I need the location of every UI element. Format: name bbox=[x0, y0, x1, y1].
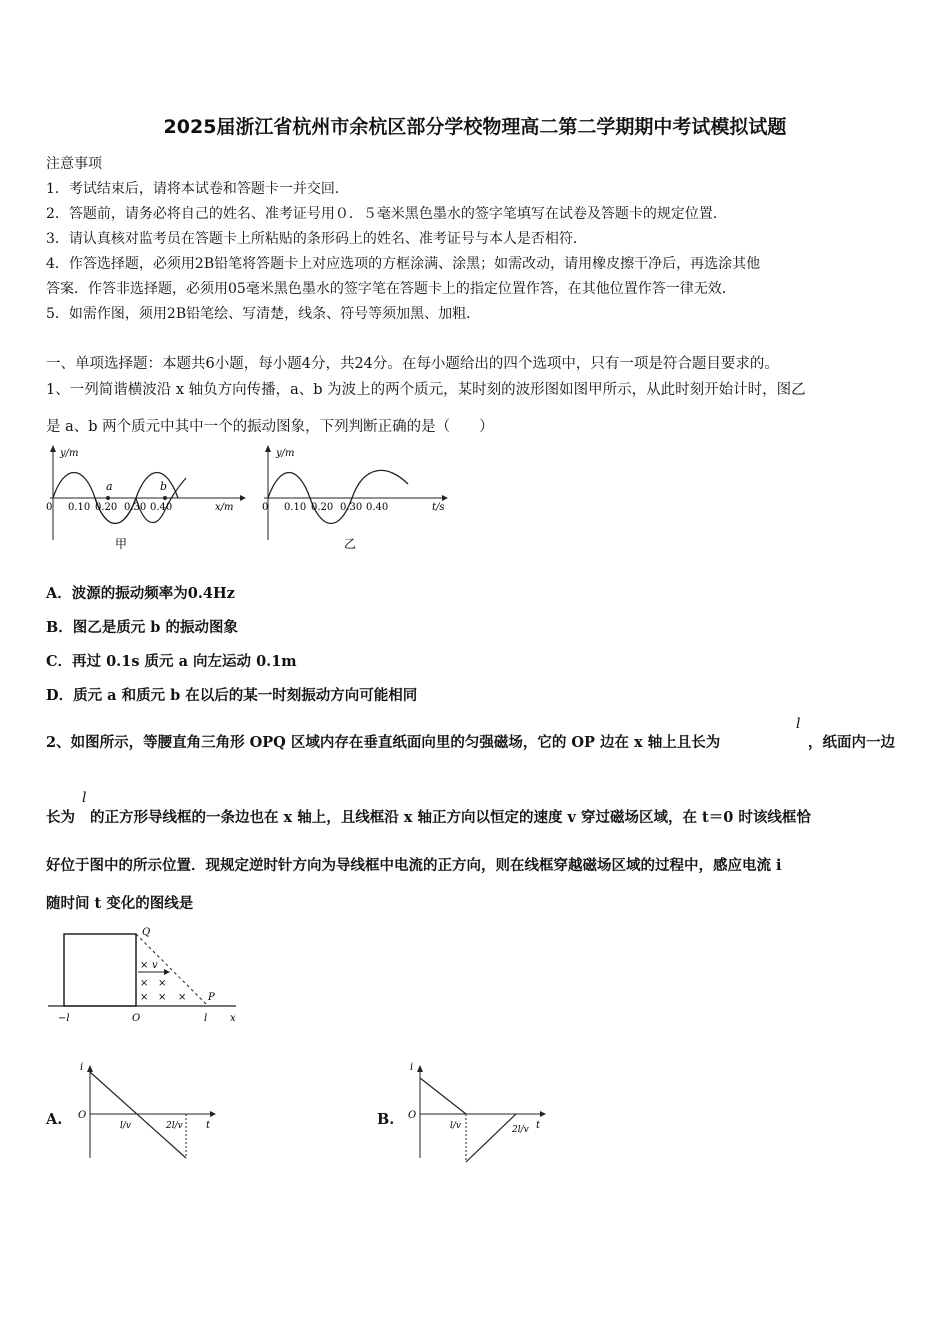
label-a: a bbox=[106, 480, 113, 493]
notice-item-2: 2．答题前，请务必将自己的姓名、准考证号用０．５毫米黑色墨水的签字笔填写在试卷及答题卡的规定位置． bbox=[46, 206, 727, 222]
current-line bbox=[90, 1072, 186, 1158]
point-a-dot bbox=[106, 496, 110, 500]
label-2l-over-v: 2l/v bbox=[512, 1125, 529, 1135]
label-i: i bbox=[80, 1062, 84, 1073]
tick-040: 0.40 bbox=[150, 502, 173, 513]
q2-stem-line2: 的正方形导线框的一条边也在 x 轴上，且线框沿 x 轴正方向以恒定的速度 v 穿过磁场区域，在 t＝0 时该线框恰 bbox=[90, 809, 811, 826]
vibration-figure-yi bbox=[256, 440, 456, 555]
cross-5: × bbox=[158, 992, 167, 1003]
section-heading: 一、单项选择题：本题共6小题，每小题4分，共24分。在每小题给出的四个选项中，只有一项是符合题目要求的。 bbox=[46, 356, 779, 372]
notice-item-3: 3．请认真核对监考员在答题卡上所粘贴的条形码上的姓名、准考证号与本人是否相符． bbox=[46, 231, 587, 247]
notice-item-5: 5．如需作图，须用2B铅笔绘、写清楚，线条、符号等须加黑、加粗． bbox=[46, 306, 481, 322]
cross-2: × bbox=[140, 978, 149, 989]
y-axis-arrow bbox=[50, 445, 56, 452]
t-axis-arrow bbox=[210, 1111, 216, 1117]
y-axis-label: y/m bbox=[60, 448, 79, 459]
q2-option-b-graph[interactable] bbox=[404, 1058, 554, 1163]
vibration-curve bbox=[268, 470, 408, 523]
label-v: v bbox=[152, 960, 158, 971]
label-b: b bbox=[160, 480, 168, 493]
label-t: t bbox=[206, 1120, 211, 1131]
cross-3: × bbox=[158, 978, 167, 989]
label-o: O bbox=[132, 1013, 141, 1024]
caption-yi: 乙 bbox=[344, 537, 357, 551]
q2-stem-line3: 好位于图中的所示位置．现规定逆时针方向为导线框中电流的正方向，则在线框穿越磁场区域的过程中，感应电流 i bbox=[46, 857, 782, 874]
q2-stem-line2-head: 长为 bbox=[46, 809, 75, 826]
length-symbol-l: l bbox=[796, 716, 801, 732]
label-l-over-v: l/v bbox=[450, 1121, 461, 1131]
tick-040: 0.40 bbox=[366, 502, 389, 513]
i-axis-arrow bbox=[417, 1065, 423, 1072]
t-axis-label: t/s bbox=[432, 502, 445, 513]
y-axis-label: y/m bbox=[276, 448, 295, 459]
label-2l-over-v: 2l/v bbox=[166, 1121, 183, 1131]
q2-option-a-graph[interactable] bbox=[74, 1058, 224, 1163]
origin-label: 0 bbox=[262, 502, 269, 513]
tick-030: 0.30 bbox=[340, 502, 363, 513]
x-axis-label: x/m bbox=[215, 502, 234, 513]
i-axis-arrow bbox=[87, 1065, 93, 1072]
label-l-over-v: l/v bbox=[120, 1121, 131, 1131]
label-i: i bbox=[410, 1062, 414, 1073]
q1-stem-line1: 1、一列简谐横波沿 x 轴负方向传播，a、b 为波上的两个质元，某时刻的波形图如图甲所示，从此时刻开始计时，图乙 bbox=[46, 382, 806, 398]
tick-010: 0.10 bbox=[68, 502, 91, 513]
label-o: O bbox=[78, 1110, 87, 1121]
tick-010: 0.10 bbox=[284, 502, 307, 513]
t-axis-arrow bbox=[540, 1111, 546, 1117]
magnetic-field-figure bbox=[40, 922, 250, 1027]
label-o: O bbox=[408, 1110, 417, 1121]
y-axis-arrow bbox=[265, 445, 271, 452]
tick-020: 0.20 bbox=[311, 502, 334, 513]
caption-jia: 甲 bbox=[115, 537, 128, 551]
cross-6: × bbox=[178, 992, 187, 1003]
notice-item-1: 1．考试结束后，请将本试卷和答题卡一并交回． bbox=[46, 181, 349, 197]
q1-option-c[interactable]: C．再过 0.1s 质元 a 向左运动 0.1m bbox=[46, 653, 297, 670]
q2-stem-line4: 随时间 t 变化的图线是 bbox=[46, 895, 194, 912]
square-wire-frame bbox=[64, 934, 136, 1006]
label-neg-l: −l bbox=[58, 1013, 70, 1024]
current-line-1 bbox=[420, 1078, 466, 1114]
page-title: 2025届浙江省杭州市余杭区部分学校物理高二第二学期期中考试模拟试题 bbox=[163, 116, 787, 138]
q1-option-a[interactable]: A．波源的振动频率为0.4Hz bbox=[46, 585, 235, 602]
label-q: Q bbox=[142, 927, 151, 938]
label-p: P bbox=[208, 992, 215, 1003]
q2-stem-line1-tail: ，纸面内一边 bbox=[808, 734, 895, 751]
tick-020: 0.20 bbox=[95, 502, 118, 513]
q1-stem-line2: 是 a、b 两个质元中其中一个的振动图象，下列判断正确的是（ ） bbox=[46, 419, 494, 435]
q1-option-b[interactable]: B．图乙是质元 b 的振动图象 bbox=[46, 619, 238, 636]
notice-item-4-cont: 答案．作答非选择题，必须用05毫米黑色墨水的签字笔在答题卡上的指定位置作答，在其他位置作答一律无效． bbox=[46, 281, 736, 297]
origin-label: 0 bbox=[46, 502, 53, 513]
length-symbol-l-2: l bbox=[82, 790, 87, 806]
current-line-2 bbox=[466, 1114, 516, 1162]
x-axis-arrow bbox=[240, 495, 246, 501]
label-t: t bbox=[536, 1120, 541, 1131]
q1-option-d[interactable]: D．质元 a 和质元 b 在以后的某一时刻振动方向可能相同 bbox=[46, 687, 418, 704]
cross-4: × bbox=[140, 992, 149, 1003]
label-x: x bbox=[230, 1013, 236, 1024]
notice-heading: 注意事项 bbox=[46, 156, 102, 172]
cross-1: × bbox=[140, 960, 149, 971]
t-axis-arrow bbox=[442, 495, 448, 501]
q2-option-a-label[interactable]: A. bbox=[46, 1111, 63, 1128]
q2-stem-line1: 2、如图所示，等腰直角三角形 OPQ 区域内存在垂直纸面向里的匀强磁场，它的 OP 边在 x 轴上且长为 bbox=[46, 734, 721, 751]
point-b-dot bbox=[163, 496, 167, 500]
label-l: l bbox=[204, 1013, 208, 1024]
tick-030: 0.30 bbox=[124, 502, 147, 513]
velocity-arrowhead bbox=[164, 969, 170, 975]
wave-figure-jia bbox=[40, 440, 250, 555]
q2-option-b-label[interactable]: B. bbox=[377, 1111, 395, 1128]
notice-item-4: 4．作答选择题，必须用2B铅笔将答题卡上对应选项的方框涂满、涂黑；如需改动，请用橡皮擦干净后，再选涂其他 bbox=[46, 256, 761, 272]
